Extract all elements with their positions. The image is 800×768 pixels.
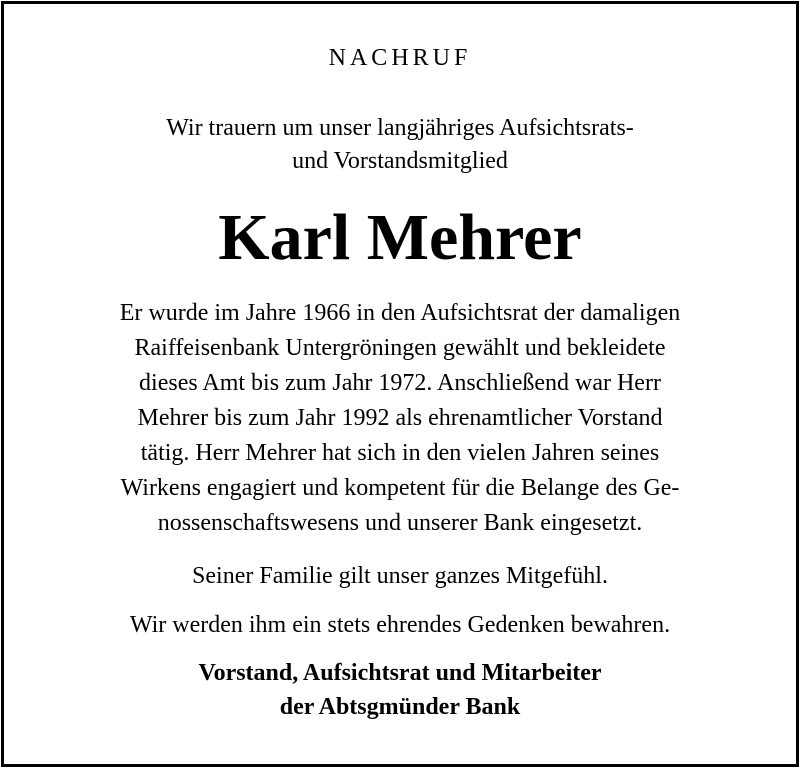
intro-line: Wir trauern um unser langjähriges Aufsichtsrats- bbox=[166, 115, 634, 141]
body-line: Mehrer bis zum Jahr 1992 als ehrenamtlicher Vorstand bbox=[137, 405, 663, 431]
body-line: Raiffeisenbank Untergröningen gewählt und bekleidete bbox=[134, 335, 666, 361]
body-line: dieses Amt bis zum Jahr 1972. Anschließend war Herr bbox=[139, 370, 661, 396]
notice-heading: NACHRUF bbox=[328, 45, 472, 71]
signature-line: der Abtsgmünder Bank bbox=[279, 694, 521, 720]
body-line: nossenschaftswesens und unserer Bank eingesetzt. bbox=[157, 510, 643, 536]
condolence-line: Seiner Familie gilt unser ganzes Mitgefühl. bbox=[192, 563, 608, 589]
deceased-name: Karl Mehrer bbox=[218, 201, 582, 274]
body-line: tätig. Herr Mehrer hat sich in den vielen Jahren seines bbox=[140, 440, 660, 466]
body-line: Er wurde im Jahre 1966 in den Aufsichtsrat der damaligen bbox=[119, 300, 681, 326]
remembrance-line: Wir werden ihm ein stets ehrendes Gedenken bewahren. bbox=[129, 612, 671, 638]
intro-line: und Vorstandsmitglied bbox=[292, 148, 508, 174]
signature-line: Vorstand, Aufsichtsrat und Mitarbeiter bbox=[198, 660, 602, 686]
body-line: Wirkens engagiert und kompetent für die Belange des Ge- bbox=[120, 475, 680, 501]
